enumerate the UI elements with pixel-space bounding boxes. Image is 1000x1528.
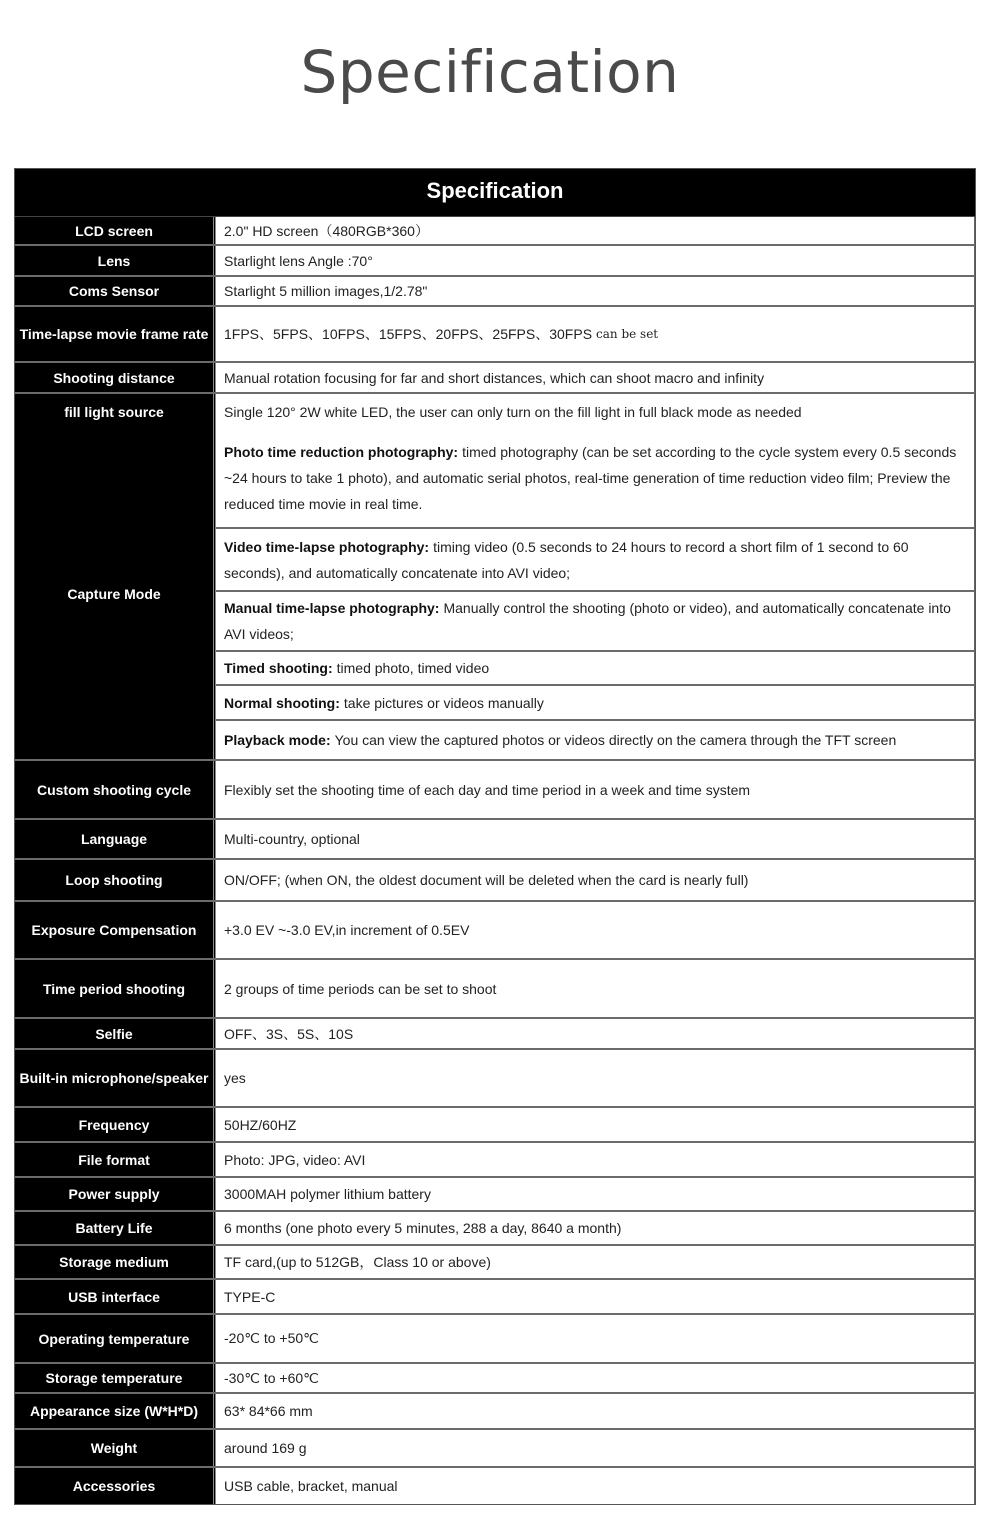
spec-table bbox=[14, 168, 976, 1505]
spec-value: TF card,(up to 512GB，Class 10 or above) bbox=[216, 1246, 975, 1278]
spec-row bbox=[15, 960, 975, 1019]
spec-label: USB interface bbox=[15, 1280, 216, 1313]
spec-label: Custom shooting cycle bbox=[15, 761, 216, 818]
spec-label: Frequency bbox=[15, 1108, 216, 1141]
spec-value: +3.0 EV ~-3.0 EV,in increment of 0.5EV bbox=[216, 902, 975, 958]
spec-label: Language bbox=[15, 820, 216, 858]
spec-label: fill light source bbox=[15, 394, 216, 429]
spec-row-capture-mode bbox=[15, 429, 975, 761]
spec-value-suffix: can be set bbox=[596, 327, 659, 341]
spec-label: Lens bbox=[15, 246, 216, 275]
spec-value: -20℃ to +50℃ bbox=[216, 1315, 975, 1362]
spec-row bbox=[15, 761, 975, 820]
spec-row bbox=[15, 394, 975, 429]
spec-value: Starlight 5 million images,1/2.78" bbox=[216, 277, 975, 305]
spec-label: LCD screen bbox=[15, 217, 216, 244]
spec-row bbox=[15, 1468, 975, 1504]
capture-mode-text bbox=[224, 534, 966, 586]
capture-mode-text bbox=[224, 690, 544, 716]
spec-value: TYPE-C bbox=[216, 1280, 975, 1313]
capture-mode-description: You can view the captured photos or videos directly on the camera through the TFT screen bbox=[334, 732, 897, 748]
spec-row bbox=[15, 1178, 975, 1212]
spec-value: Flexibly set the shooting time of each day and time period in a week and time system bbox=[216, 761, 975, 818]
spec-label: Power supply bbox=[15, 1178, 216, 1210]
capture-mode-list bbox=[216, 429, 975, 759]
spec-label: Time period shooting bbox=[15, 960, 216, 1017]
spec-row bbox=[15, 902, 975, 960]
capture-mode-description: Manually control the shooting (photo or video), and automatically concatenate into AVI videos; bbox=[224, 600, 951, 642]
spec-value: Manual rotation focusing for far and short distances, which can shoot macro and infinity bbox=[216, 363, 975, 392]
spec-row bbox=[15, 1050, 975, 1108]
spec-row bbox=[15, 860, 975, 902]
spec-value: USB cable, bracket, manual bbox=[216, 1468, 975, 1504]
spec-label: Capture Mode bbox=[15, 429, 216, 759]
spec-row bbox=[15, 277, 975, 307]
capture-mode-title: Video time-lapse photography: bbox=[224, 538, 430, 555]
capture-mode-text bbox=[224, 595, 966, 647]
capture-mode-title: Manual time-lapse photography: bbox=[224, 600, 440, 616]
spec-label: Time-lapse movie frame rate bbox=[15, 307, 216, 361]
spec-row bbox=[15, 1246, 975, 1280]
spec-label: Weight bbox=[15, 1430, 216, 1466]
spec-value: around 169 g bbox=[216, 1430, 975, 1466]
capture-mode-item bbox=[216, 686, 974, 721]
spec-value bbox=[216, 307, 975, 361]
capture-mode-item bbox=[216, 429, 974, 529]
capture-mode-description: timing video (0.5 seconds to 24 hours to record a short film of 1 second to 60 seconds), and automatically concatenate into AVI video; bbox=[224, 538, 909, 581]
spec-row bbox=[15, 363, 975, 394]
page-title: Specification bbox=[300, 38, 680, 106]
spec-row bbox=[15, 1019, 975, 1050]
capture-mode-item bbox=[216, 529, 974, 592]
spec-rows-bottom bbox=[15, 761, 975, 1504]
spec-label: Exposure Compensation bbox=[15, 902, 216, 958]
spec-label: Storage temperature bbox=[15, 1364, 216, 1392]
spec-row bbox=[15, 1315, 975, 1364]
spec-row bbox=[15, 307, 975, 363]
spec-label: Built-in microphone/speaker bbox=[15, 1050, 216, 1106]
spec-value: Single 120° 2W white LED, the user can only turn on the fill light in full black mode as needed bbox=[216, 394, 975, 429]
spec-label: Selfie bbox=[15, 1019, 216, 1048]
capture-mode-item bbox=[216, 652, 974, 686]
spec-value: 50HZ/60HZ bbox=[216, 1108, 975, 1141]
spec-row bbox=[15, 246, 975, 277]
capture-mode-description: timed photo, timed video bbox=[336, 660, 490, 676]
capture-mode-description: timed photography (can be set according to the cycle system every 0.5 seconds ~24 hours to take 1 photo), and automatic serial photos, real-time generation of time reduction video film; Preview the reduced time movie in real time. bbox=[224, 444, 957, 512]
spec-label: Appearance size (W*H*D) bbox=[15, 1394, 216, 1428]
spec-row bbox=[15, 1212, 975, 1246]
spec-value: 6 months (one photo every 5 minutes, 288 a day, 8640 a month) bbox=[216, 1212, 975, 1244]
capture-mode-title: Photo time reduction photography: bbox=[224, 444, 459, 460]
spec-value: -30℃ to +60℃ bbox=[216, 1364, 975, 1392]
capture-mode-title: Normal shooting: bbox=[224, 694, 340, 711]
spec-value: 2.0" HD screen（480RGB*360） bbox=[216, 217, 975, 244]
capture-mode-text bbox=[224, 439, 966, 517]
spec-row bbox=[15, 217, 975, 246]
table-header: Specification bbox=[15, 169, 975, 217]
spec-row bbox=[15, 1430, 975, 1468]
spec-row bbox=[15, 1280, 975, 1315]
spec-label: Operating temperature bbox=[15, 1315, 216, 1362]
spec-label: Loop shooting bbox=[15, 860, 216, 900]
spec-label: File format bbox=[15, 1143, 216, 1176]
spec-row bbox=[15, 1108, 975, 1143]
spec-rows-top bbox=[15, 217, 975, 429]
capture-mode-text bbox=[224, 655, 489, 681]
capture-mode-title: Timed shooting: bbox=[224, 660, 333, 676]
spec-value: yes bbox=[216, 1050, 975, 1106]
spec-value: ON/OFF; (when ON, the oldest document will be deleted when the card is nearly full) bbox=[216, 860, 975, 900]
spec-value: 63* 84*66 mm bbox=[216, 1394, 975, 1428]
spec-label: Shooting distance bbox=[15, 363, 216, 392]
spec-value: Photo: JPG, video: AVI bbox=[216, 1143, 975, 1176]
spec-label: Storage medium bbox=[15, 1246, 216, 1278]
spec-row bbox=[15, 1364, 975, 1394]
capture-mode-item bbox=[216, 592, 974, 652]
capture-mode-text bbox=[224, 727, 896, 753]
spec-value: OFF、3S、5S、10S bbox=[216, 1019, 975, 1048]
spec-value: 3000MAH polymer lithium battery bbox=[216, 1178, 975, 1210]
spec-value: Starlight lens Angle :70° bbox=[216, 246, 975, 275]
spec-label: Battery Life bbox=[15, 1212, 216, 1244]
capture-mode-title: Playback mode: bbox=[224, 732, 331, 748]
spec-row bbox=[15, 820, 975, 860]
spec-row bbox=[15, 1143, 975, 1178]
spec-row bbox=[15, 1394, 975, 1430]
spec-value: 2 groups of time periods can be set to shoot bbox=[216, 960, 975, 1017]
capture-mode-item bbox=[216, 721, 974, 759]
spec-label: Accessories bbox=[15, 1468, 216, 1504]
capture-mode-description: take pictures or videos manually bbox=[343, 694, 544, 711]
spec-value-text: 1FPS、5FPS、10FPS、15FPS、20FPS、25FPS、30FPS bbox=[224, 326, 593, 342]
spec-value: Multi-country, optional bbox=[216, 820, 975, 858]
spec-label: Coms Sensor bbox=[15, 277, 216, 305]
